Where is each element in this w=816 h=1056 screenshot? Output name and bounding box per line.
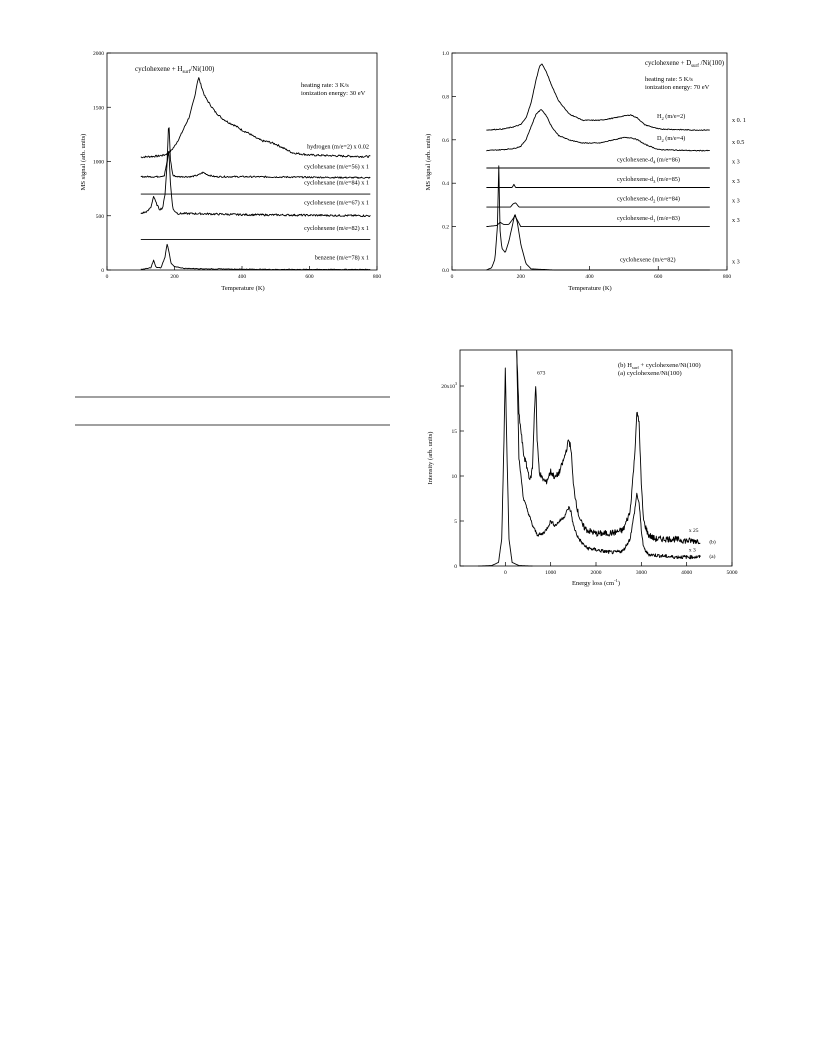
table-rules [75,395,395,430]
y-tick-label: 0 [454,564,457,570]
series-multiplier: x 3 [732,197,740,205]
annotation-heating-rate: heating rate: 5 K/s [645,76,693,83]
series-b [517,351,701,544]
y-tick-label: 1500 [93,105,104,112]
series-a [517,350,701,559]
tpd-chart-hydrogen [75,45,395,305]
x-tick-label: 0 [450,274,454,280]
annotation-a: (a) [709,553,716,560]
y-tick-label: $20x10^3$ [441,381,457,390]
series-label: benzene (m/e=78) x 1 [314,254,369,262]
series-cyclohexene-d3-m-e-85 [486,184,709,187]
x-tick-label: 5000 [726,570,738,576]
x-tick-label: 600 [305,274,314,280]
series-h2-m-e-2 [486,64,709,130]
x-tick-label: 4000 [681,570,693,576]
y-tick-label: 10 [451,474,457,480]
y-tick-label: 500 [95,213,104,220]
y-tick-label: 15 [451,429,457,435]
series-label: hydrogen (m/e=2) x 0.02 [307,143,369,151]
y-tick-label: 0.2 [442,224,449,231]
annotation-ionization-energy: ionization energy: 30 eV [301,90,366,97]
series-label: $D_2$ (m/e=4) [657,134,686,143]
y-tick-label: 0.4 [442,181,449,188]
x-tick-label: 800 [372,274,382,280]
series-multiplier: x 3 [732,217,740,225]
series-label: cyclohexene (m/e=82) [620,256,676,264]
tpd-chart-deuterium [420,45,750,305]
series-multiplier: x 0.5 [732,138,745,146]
series-cyclohexane-m-e-56 [141,128,370,179]
series-multiplier: x 0. 1 [732,117,746,125]
y-tick-label: 5 [454,519,457,525]
series-label: cyclohexane (m/e=56) x 1 [304,163,369,171]
series-cyclohexene-d2-m-e-84 [486,203,709,207]
hreels-chart [420,345,750,595]
series-multiplier: x 3 [732,158,740,166]
y-axis-label: MS signal (arb. units) [80,133,87,191]
annotation-ionization-energy: ionization energy: 70 eV [645,84,710,91]
y-tick-label: 2000 [93,51,104,57]
x-tick-label: 2000 [590,570,602,576]
annotation-673: 673 [537,370,546,377]
x-tick-label: 400 [237,274,247,280]
x-tick-label: 3000 [635,570,647,576]
chart-title: cyclohexene + $D_{surf}$ /Ni(100) [645,60,724,69]
y-axis-label: Intensity (arb. units) [427,431,434,485]
legend-a: (a) cyclohexene/Ni(100) [618,370,682,377]
series-multiplier: x 3 [732,178,740,186]
y-tick-label: 1000 [93,159,104,166]
x-tick-label: 1000 [545,570,557,576]
y-tick-label: 1.0 [442,51,449,57]
y-tick-label: 0 [101,268,104,274]
x-axis-label: Temperature (K) [221,285,265,292]
series-label: cyclohexene-$d_3$ (m/e=85) [617,176,680,185]
chart-title: cyclohexene + $H_{surf}/Ni(100)$ [135,65,215,75]
x-tick-label: 400 [585,274,594,280]
x-tick-label: 800 [722,274,732,280]
x-tick-label: 200 [516,274,525,280]
series-multiplier: x 3 [732,258,740,266]
annotation-heating-rate: heating rate: 3 K/s [301,82,349,89]
y-axis-label: MS signal (arb. units) [425,133,432,191]
x-tick-label: 0 [503,570,507,576]
series-label: cyclohexene (m/e=67) x 1 [304,199,369,207]
series-label: cyclohexene (m/e=82) x 1 [304,224,369,232]
series-label: cyclohexene-$d_2$ (m/e=84) [617,195,680,204]
annotation-x-3: x 3 [688,547,696,554]
annotation-b: (b) [709,539,716,546]
annotation-x-25: x 25 [688,527,699,534]
series-label: $H_2$ (m/e=2) [657,113,686,122]
y-tick-label: 0.6 [442,137,449,144]
series-elastic-peak [478,368,532,566]
x-tick-label: 600 [654,274,663,280]
series-label: cyclohexane (m/e=84) x 1 [304,179,369,187]
x-tick-label: 200 [170,274,179,280]
y-tick-label: 0.8 [442,94,449,101]
x-axis-label: Temperature (K) [568,285,612,292]
series-label: cyclohexene-$d_4$ (m/e=86) [617,156,680,165]
series-label: cyclohexene-$d_1$ (m/e=83) [617,215,680,224]
legend-b: (b) $H_{surf}$ + cyclohexene/Ni(100) [618,362,701,370]
x-tick-label: 0 [105,274,109,280]
y-tick-label: 0.0 [442,268,449,274]
x-axis-label: Energy loss $(cm^{-1})$ [571,578,621,587]
